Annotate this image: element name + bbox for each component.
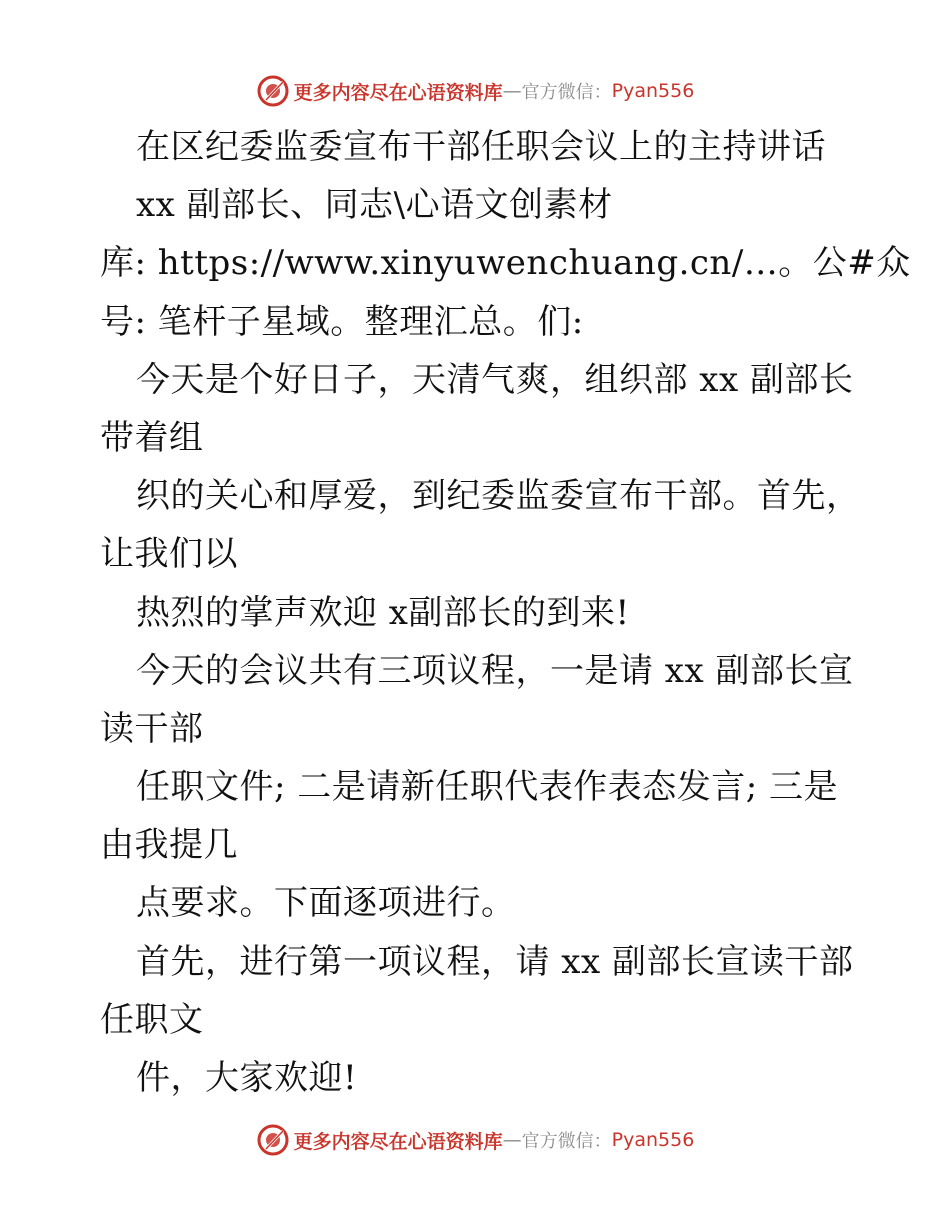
body-line: xx 副部长、同志\心语文创素材 [136,185,613,226]
body-line: 带着组 [100,417,204,458]
brand-logo-icon [256,1123,290,1157]
body-line: 首先，进行第一项议程，请 xx 副部长宣读干部 [136,941,854,982]
header-banner [0,71,950,111]
document-title: 在区纪委监委宣布干部任职会议上的主持讲话 [136,127,826,167]
document-body [100,118,911,1107]
body-line: 点要求。下面逐项进行。 [136,883,516,924]
body-line: 今天的会议共有三项议程，一是请 xx 副部长宣 [136,650,854,691]
body-line: 热烈的掌声欢迎 x副部长的到来! [136,592,630,633]
body-line: 织的关心和厚爱，到纪委监委宣布干部。首先， [136,476,861,517]
body-line: 任职文件; 二是请新任职代表作表态发言; 三是 [136,767,839,808]
footer-banner-separator: — [502,1129,522,1151]
header-banner-separator: — [502,80,522,102]
body-line: 任职文 [100,999,204,1040]
body-line: 号: 笔杆子星域。整理汇总。们: [100,301,584,342]
body-line: 件，大家欢迎! [136,1058,358,1098]
footer-banner-wechat-id: Pyan556 [611,1129,695,1151]
body-line: 由我提几 [100,825,238,866]
body-line: 库: https://www.xinyuwenchuang.cn/…。公#众 [100,243,911,284]
header-banner-label: 官方微信： [521,82,612,103]
header-banner-text: 更多内容尽在心语资料库 [293,81,503,104]
footer-banner [0,1120,950,1160]
header-banner-wechat-id: Pyan556 [611,80,695,102]
body-line: 读干部 [100,708,204,749]
body-line: 让我们以 [100,534,238,575]
brand-logo-icon [256,74,290,108]
body-line: 今天是个好日子，天清气爽，组织部 xx 副部长 [136,359,854,400]
footer-banner-label: 官方微信： [521,1131,612,1152]
footer-banner-text: 更多内容尽在心语资料库 [293,1130,503,1153]
